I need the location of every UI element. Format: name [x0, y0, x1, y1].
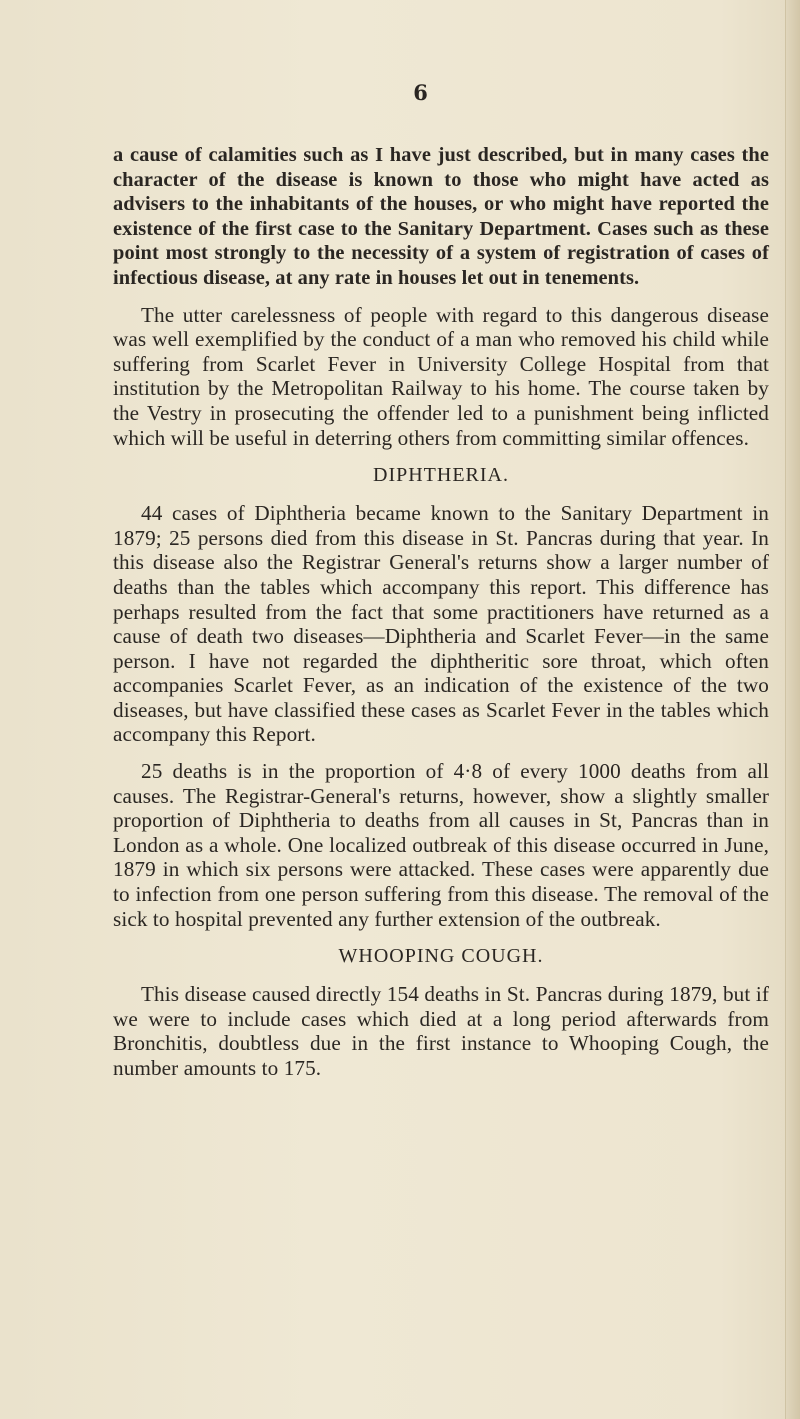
- paragraph-diphtheria-cases: 44 cases of Diphtheria became known to the Sanitary Department in 1879; 25 persons died from this disease in St. Pancras during that year. In this disease also the Registrar General's returns show a larger number of deaths than the tables which accompany this report. This difference has perhaps resulted from the fact that some practitioners have returned as a cause of death two diseases—Diphtheria and Scarlet Fever—in the same person. I have not regarded the diphtheritic sore throat, which often accompanies Scarlet Fever, as an indication of the existence of the two diseases, but have classified these cases as Scarlet Fever in the tables which accompany this Report.: [113, 501, 769, 747]
- paragraph-diphtheria-proportion: 25 deaths is in the proportion of 4·8 of every 1000 deaths from all causes. The Registrar-General's returns, however, show a slightly smaller proportion of Diphtheria to deaths from all causes in St, Pancras than in London as a whole. One localized outbreak of this disease occurred in June, 1879 in which six persons were attacked. These cases were apparently due to infection from one person suffering from this disease. The removal of the sick to hospital prevented any further extension of the outbreak.: [113, 759, 769, 931]
- section-heading-diphtheria: DIPHTHERIA.: [373, 464, 509, 487]
- body-text: [113, 143, 769, 1081]
- paragraph-whooping-cough: This disease caused directly 154 deaths in St. Pancras during 1879, but if we were to include cases which died at a long period afterwards from Bronchitis, doubtless due in the first instance to Whooping Cough, the number amounts to 175.: [113, 982, 769, 1080]
- page-edge: [785, 0, 800, 1419]
- paragraph-continuation: a cause of calamities such as I have just described, but in many cases the character of the disease is known to those who might have acted as advisers to the inhabitants of the houses, or who might have reported the existence of the first case to the Sanitary Department. Cases such as these point most strongly to the necessity of a system of registration of cases of infectious disease, at any rate in houses let out in tenements.: [113, 144, 769, 289]
- page-number: 6: [413, 80, 428, 105]
- paragraph-scarlet-fever-conduct: The utter carelessness of people with regard to this dangerous disease was well exemplified by the conduct of a man who removed his child while suffering from Scarlet Fever in University College Hospital from that institution by the Metropolitan Railway to his home. The course taken by the Vestry in prosecuting the offender led to a punishment being inflicted which will be useful in deterring others from committing similar offences.: [113, 302, 769, 450]
- section-heading-whooping-cough: WHOOPING COUGH.: [338, 945, 544, 968]
